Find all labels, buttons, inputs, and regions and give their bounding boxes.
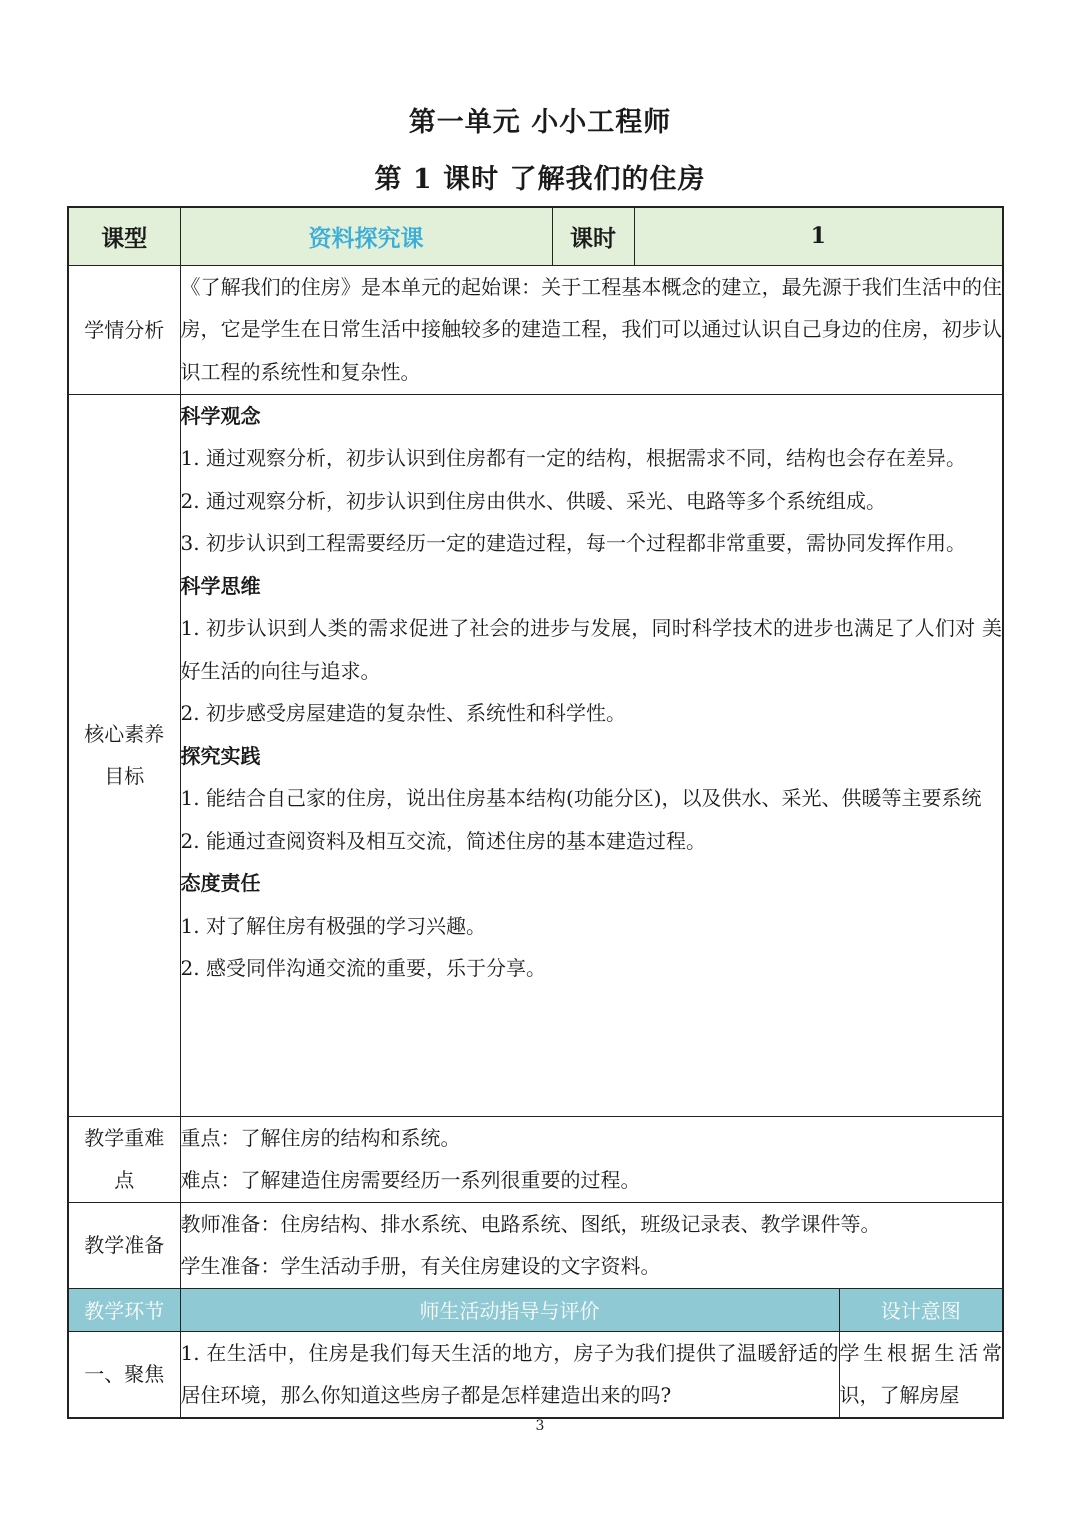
page-number: 3 xyxy=(535,1418,545,1434)
header-row xyxy=(68,207,1003,265)
preparation-row xyxy=(68,1202,1003,1288)
key-points-label-line1: 教学重难 xyxy=(84,1126,165,1150)
goals-label-line1: 核心素养 xyxy=(84,722,165,746)
goal-item: 1. 初步认识到人类的需求促进了社会的进步与发展，同时科学技术的进步也满足了人们对 美好生活的向往与追求。 xyxy=(180,616,1002,683)
goal-section-title: 科学观念 xyxy=(180,403,261,428)
hours-value: 1 xyxy=(634,207,1003,265)
goals-row xyxy=(68,394,1003,1116)
lesson-plan-table xyxy=(67,206,1004,1419)
goal-item: 2. 通过观察分析，初步认识到住房由供水、供暖、采光、电路等多个系统组成。 xyxy=(180,488,886,513)
process-header-row xyxy=(68,1288,1003,1331)
goal-item: 1. 通过观察分析，初步认识到住房都有一定的结构，根据需求不同，结构也会存在差异。 xyxy=(180,446,966,470)
teacher-preparation: 教师准备：住房结构、排水系统、电路系统、图纸，班级记录表、教学课件等。 xyxy=(180,1211,881,1236)
type-label: 课型 xyxy=(68,207,180,265)
goals-label xyxy=(68,394,180,1116)
key-points-label-line2: 点 xyxy=(114,1168,135,1192)
goals-content xyxy=(180,394,1003,1116)
process-activity: 1. 在生活中，住房是我们每天生活的地方，房子为我们提供了温暖舒适的居住环境，那么你知道这些房子都是怎样建造出来的吗? xyxy=(180,1331,839,1418)
type-value: 资料探究课 xyxy=(180,207,552,265)
goal-item: 1. 对了解住房有极强的学习兴趣。 xyxy=(180,913,486,938)
goal-item: 2. 初步感受房屋建造的复杂性、系统性和科学性。 xyxy=(180,701,626,725)
key-point: 重点：了解住房的结构和系统。 xyxy=(180,1125,461,1150)
goal-item: 1. 能结合自己家的住房，说出住房基本结构(功能分区)，以及供水、采光、供暖等主要系统 xyxy=(180,786,982,810)
process-intent: 学生根据生活常识，了解房屋 xyxy=(839,1331,1003,1418)
preparation-content xyxy=(180,1202,1003,1288)
key-points-label xyxy=(68,1116,180,1202)
key-points-row xyxy=(68,1116,1003,1202)
hours-label: 课时 xyxy=(552,207,634,265)
process-col-activity: 师生活动指导与评价 xyxy=(180,1288,839,1331)
goal-item: 2. 感受同伴沟通交流的重要，乐于分享。 xyxy=(180,956,546,980)
goals-label-line2: 目标 xyxy=(104,764,145,788)
process-col-intent: 设计意图 xyxy=(839,1288,1003,1331)
lesson-title: 第 1 课时 了解我们的住房 xyxy=(374,164,706,195)
preparation-label: 教学准备 xyxy=(68,1202,180,1288)
difficult-point: 难点：了解建造住房需要经历一系列很重要的过程。 xyxy=(180,1168,641,1192)
process-row xyxy=(68,1331,1003,1418)
goal-section-title: 态度责任 xyxy=(180,871,261,895)
analysis-row xyxy=(68,265,1003,394)
student-preparation: 学生准备：学生活动手册，有关住房建设的文字资料。 xyxy=(180,1254,661,1278)
unit-title: 第一单元 小小工程师 xyxy=(408,107,672,138)
analysis-text: 《了解我们的住房》是本单元的起始课：关于工程基本概念的建立，最先源于我们生活中的住房，它是学生在日常生活中接触较多的建造工程，我们可以通过认识自己身边的住房，初步认识工程的系统性和复杂性。 xyxy=(180,265,1003,394)
goal-section-title: 探究实践 xyxy=(180,743,261,768)
analysis-label: 学情分析 xyxy=(68,265,180,394)
process-col-stage: 教学环节 xyxy=(68,1288,180,1331)
goal-section-title: 科学思维 xyxy=(180,573,261,598)
key-points-content xyxy=(180,1116,1003,1202)
goal-item: 2. 能通过查阅资料及相互交流，简述住房的基本建造过程。 xyxy=(180,828,706,853)
process-stage: 一、聚焦 xyxy=(68,1331,180,1418)
goal-item: 3. 初步认识到工程需要经历一定的建造过程，每一个过程都非常重要，需协同发挥作用。 xyxy=(180,531,966,555)
